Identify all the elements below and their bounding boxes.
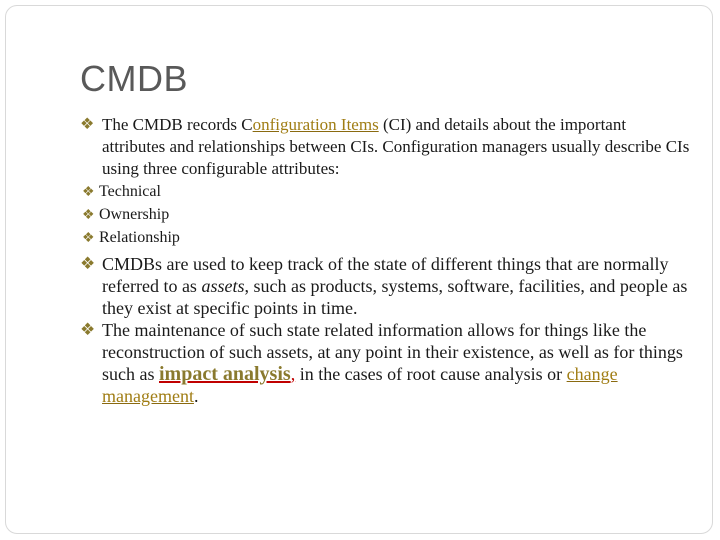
paragraph-text: The CMDB records C [102,115,253,134]
list-item [82,226,690,249]
paragraph-text: , such as products, systems, software, facilities, and people as they exist at specific points in time. [102,276,688,318]
paragraph-text: CMDBs are used to keep track of the state of different things that are normally referred to as [102,254,669,296]
list-item-label: Technical [99,183,161,200]
bullet-paragraph-maintenance [80,319,690,407]
assets-emphasis: assets [201,276,245,296]
attribute-list [82,180,690,249]
list-item [82,180,690,203]
list-item [82,203,690,226]
list-item-label: Relationship [99,229,180,246]
list-item-label: Ownership [99,206,170,223]
slide-title: CMDB [80,58,188,99]
paragraph-text: The maintenance of such state related information allows for things like the reconstruction of such assets, at any point in their existence, as well as for things such as [102,320,683,384]
diamond-bullet-icon: ❖ [82,231,95,246]
paragraph-text: in the cases of root cause analysis or [295,364,567,384]
paragraph-text: (CI) and details about the important attributes and relationships between CIs. Configuration managers usually describe CIs using three configurable attributes: [102,115,690,178]
change-management-link[interactable]: change management [102,364,618,406]
link-comma: , [290,364,296,384]
diamond-bullet-icon: ❖ [82,208,95,223]
diamond-bullet-icon: ❖ [80,320,96,339]
bullet-paragraph-cmdbs-used [80,253,690,319]
diamond-bullet-icon: ❖ [82,185,95,200]
paragraph-text: . [193,386,199,406]
bullet-paragraph-cmdb-records [80,114,690,180]
configuration-items-link[interactable]: onfiguration Items [252,115,379,134]
impact-analysis-link[interactable]: impact analysis [159,363,291,385]
slide-content [80,114,690,407]
diamond-bullet-icon: ❖ [80,116,95,133]
diamond-bullet-icon: ❖ [80,254,96,273]
